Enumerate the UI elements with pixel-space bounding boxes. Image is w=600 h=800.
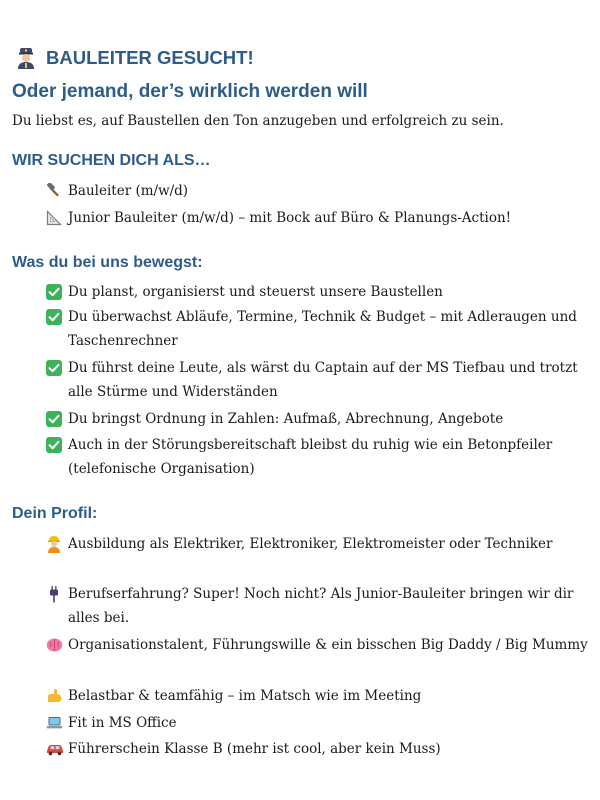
- section-title-profile: Dein Profil:: [12, 505, 98, 522]
- check-mark-icon: [46, 356, 66, 380]
- title-text: BAULEITER GESUCHT!: [46, 47, 254, 68]
- page-title: [16, 47, 254, 69]
- list-item: Belastbar & teamfähig – im Matsch wie im Meeting: [46, 684, 594, 708]
- flexed-biceps-icon: [46, 684, 66, 708]
- car-icon: [46, 737, 66, 761]
- section-title-tasks: Was du bei uns bewegst:: [12, 254, 203, 271]
- list-item: Du führst deine Leute, als wärst du Captain auf der MS Tiefbau und trotzt alle Stürme und Widerständen: [46, 356, 594, 404]
- list-item: Berufserfahrung? Super! Noch nicht? Als Junior-Bauleiter bringen wir dir alles bei.: [46, 582, 594, 630]
- police-officer-icon: [16, 47, 36, 69]
- list-item: Organisationstalent, Führungswille & ein bisschen Big Daddy / Big Mummy: [46, 633, 594, 657]
- list-item: Fit in MS Office: [46, 711, 594, 735]
- intro-text: Du liebst es, auf Baustellen den Ton anzugeben und erfolgreich zu sein.: [12, 113, 504, 129]
- list-item: Du planst, organisierst und steuerst unsere Baustellen: [46, 280, 594, 304]
- brain-icon: [46, 633, 66, 657]
- hammer-icon: [46, 179, 66, 203]
- list-item: Junior Bauleiter (m/w/d) – mit Bock auf Büro & Planungs-Action!: [46, 206, 594, 230]
- list-item: Auch in der Störungsbereitschaft bleibst du ruhig wie ein Betonpfeiler (telefonische Organisation): [46, 433, 594, 481]
- check-mark-icon: [46, 407, 66, 431]
- laptop-icon: [46, 711, 66, 735]
- list-item: Bauleiter (m/w/d): [46, 179, 594, 203]
- check-mark-icon: [46, 305, 66, 329]
- list-item: Führerschein Klasse B (mehr ist cool, aber kein Muss): [46, 737, 594, 761]
- list-item: Du überwachst Abläufe, Termine, Technik & Budget – mit Adleraugen und Taschenrechner: [46, 305, 594, 353]
- construction-worker-icon: [46, 532, 66, 556]
- subtitle: Oder jemand, der’s wirklich werden will: [12, 81, 368, 102]
- check-mark-icon: [46, 433, 66, 457]
- list-item: Du bringst Ordnung in Zahlen: Aufmaß, Abrechnung, Angebote: [46, 407, 594, 431]
- section-title-search: WIR SUCHEN DICH ALS…: [12, 152, 211, 169]
- list-item: Ausbildung als Elektriker, Elektroniker, Elektromeister oder Techniker: [46, 532, 594, 556]
- triangle-ruler-icon: [46, 206, 66, 230]
- plug-icon: [46, 582, 66, 606]
- check-mark-icon: [46, 280, 66, 304]
